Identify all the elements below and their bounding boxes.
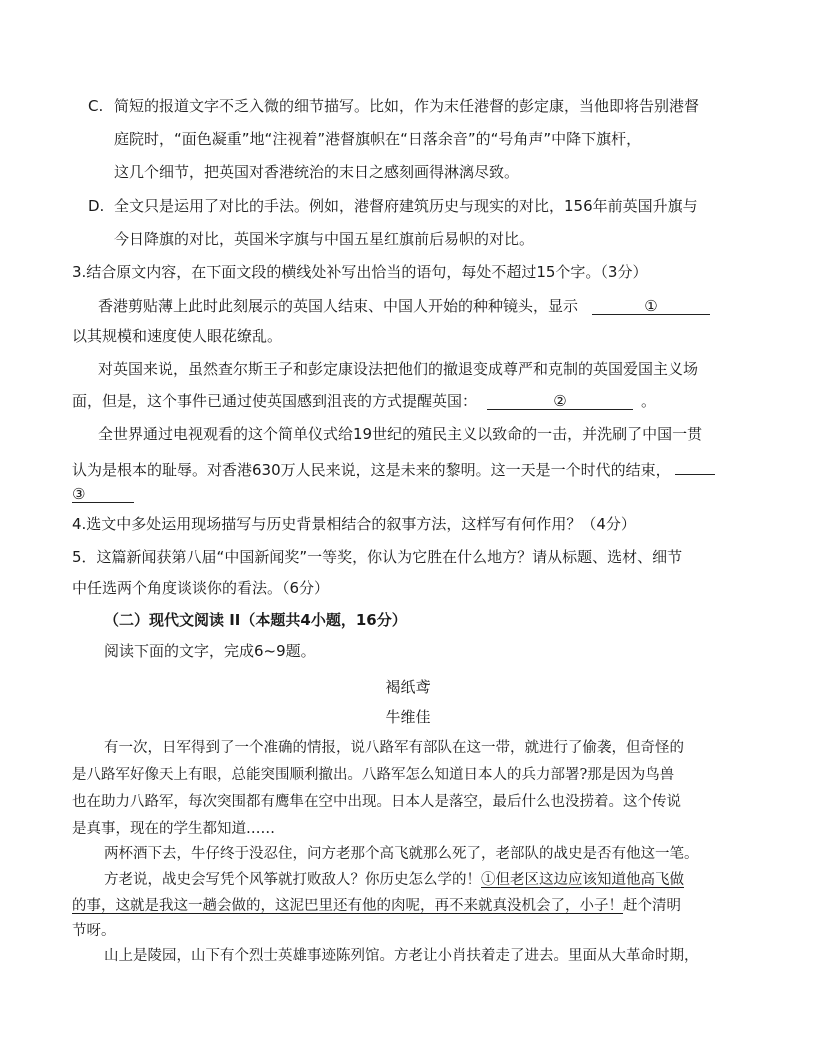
option-d-line-2: 今日降旗的对比，英国米字旗与中国五星红旗前后易帜的对比。: [114, 230, 535, 248]
question-3-blank-3-line: [72, 484, 134, 504]
underlined-sentence-1-part-1: ①但老区这边应该知道他高飞做: [481, 872, 684, 888]
story-paragraph-3-line-1: [104, 870, 684, 890]
option-c-letter: C.: [88, 97, 104, 115]
story-paragraph-1-line-3: 也在助力八路军，每次突围都有鹰隼在空中出现。日本人是落空，最后什么也没捞着。这个传说: [72, 794, 681, 810]
option-d-letter: D.: [88, 197, 105, 215]
question-5-line-2: 中任选两个角度谈谈你的看法。（6分）: [72, 579, 330, 597]
story-p3-text-b: 赶个清明: [623, 898, 681, 914]
answer-blank-2[interactable]: ②: [487, 391, 633, 410]
question-3-paragraph-3-cont: [72, 456, 715, 480]
question-3-paragraph-3: 全世界通过电视观看的这个简单仪式给19世纪的殖民主义以致命的一击，并洗刷了中国一贯: [98, 425, 703, 443]
question-3-p2-end: 。: [641, 392, 657, 410]
question-5-line-1: 5．这篇新闻获第八届“中国新闻奖”一等奖，你认为它胜在什么地方？请从标题、选材、细节: [72, 548, 683, 566]
story-paragraph-4: 山上是陵园，山下有个烈士英雄事迹陈列馆。方老让小肖扶着走了进去。里面从大革命时期，: [104, 948, 699, 964]
question-3-p2-text: 面，但是，这个事件已通过使英国感到沮丧的方式提醒英国：: [72, 392, 478, 410]
story-paragraph-2: 两杯酒下去，牛仔终于没忍住，问方老那个高飞就那么死了，老部队的战史是否有他这一笔。: [104, 846, 699, 862]
story-author: 牛维佳: [385, 708, 431, 726]
story-paragraph-1-line-4: 是真事，现在的学生都知道……: [72, 821, 275, 837]
story-p3-text-a: 方老说，战史会写凭个风筝就打败敌人？你历史怎么学的！: [104, 872, 481, 888]
story-paragraph-1-line-2: 是八路军好像天上有眼，总能突围顺利撤出。八路军怎么知道日本人的兵力部署?那是因为鸟兽: [72, 767, 675, 783]
story-paragraph-3-line-2: [72, 896, 681, 916]
question-3-p3-text: 认为是根本的耻辱。对香港630万人民来说，这是未来的黎明。这一天是一个时代的结束，: [72, 461, 671, 479]
question-3-p1-text: 香港剪贴薄上此时此刻展示的英国人结束、中国人开始的种种镜头，显示: [98, 297, 579, 315]
question-3-stem: 3.结合原文内容，在下面文段的横线处补写出恰当的语句，每处不超过15个字。（3分）: [72, 263, 648, 281]
option-c-line-1: 简短的报道文字不乏入微的细节描写。比如，作为末任港督的彭定康，当他即将告别港督: [114, 97, 700, 115]
question-3-paragraph-2-cont: [72, 391, 656, 411]
section-2-heading: （二）现代文阅读 II（本题共4小题，16分）: [104, 611, 407, 629]
story-title: 褐纸鸢: [385, 678, 431, 696]
story-paragraph-3-line-3: 节呀。: [72, 923, 116, 939]
option-d-line-1: 全文只是运用了对比的手法。例如，港督府建筑历史与现实的对比，156年前英国升旗与: [114, 197, 698, 215]
answer-blank-3-start: [675, 456, 715, 475]
question-3-paragraph-1-cont: 以其规模和速度使人眼花缭乱。: [72, 327, 283, 345]
answer-blank-1[interactable]: ①: [592, 296, 710, 315]
section-2-instruction: 阅读下面的文字，完成6~9题。: [104, 642, 316, 660]
story-paragraph-1-line-1: 有一次，日军得到了一个准确的情报，说八路军有部队在这一带，就进行了偷袭，但奇怪的: [104, 740, 684, 756]
answer-blank-3[interactable]: ③: [72, 484, 134, 503]
underlined-sentence-1-part-2: 的事，这就是我这一趟会做的，这泥巴里还有他的肉呢，再不来就真没机会了，小子！: [72, 898, 623, 914]
question-3-paragraph-1: [98, 296, 710, 316]
option-c-line-3: 这几个细节，把英国对香港统治的末日之感刻画得淋漓尽致。: [114, 163, 520, 181]
question-3-paragraph-2: 对英国来说，虽然查尔斯王子和彭定康设法把他们的撤退变成尊严和克制的英国爱国主义场: [98, 360, 699, 378]
option-c-line-2: 庭院时，“面色凝重”地“注视着”港督旗帜在“日落余音”的“号角声”中降下旗杆，: [114, 130, 642, 148]
question-4: 4.选文中多处运用现场描写与历史背景相结合的叙事方法，这样写有何作用？（4分）: [72, 515, 636, 533]
